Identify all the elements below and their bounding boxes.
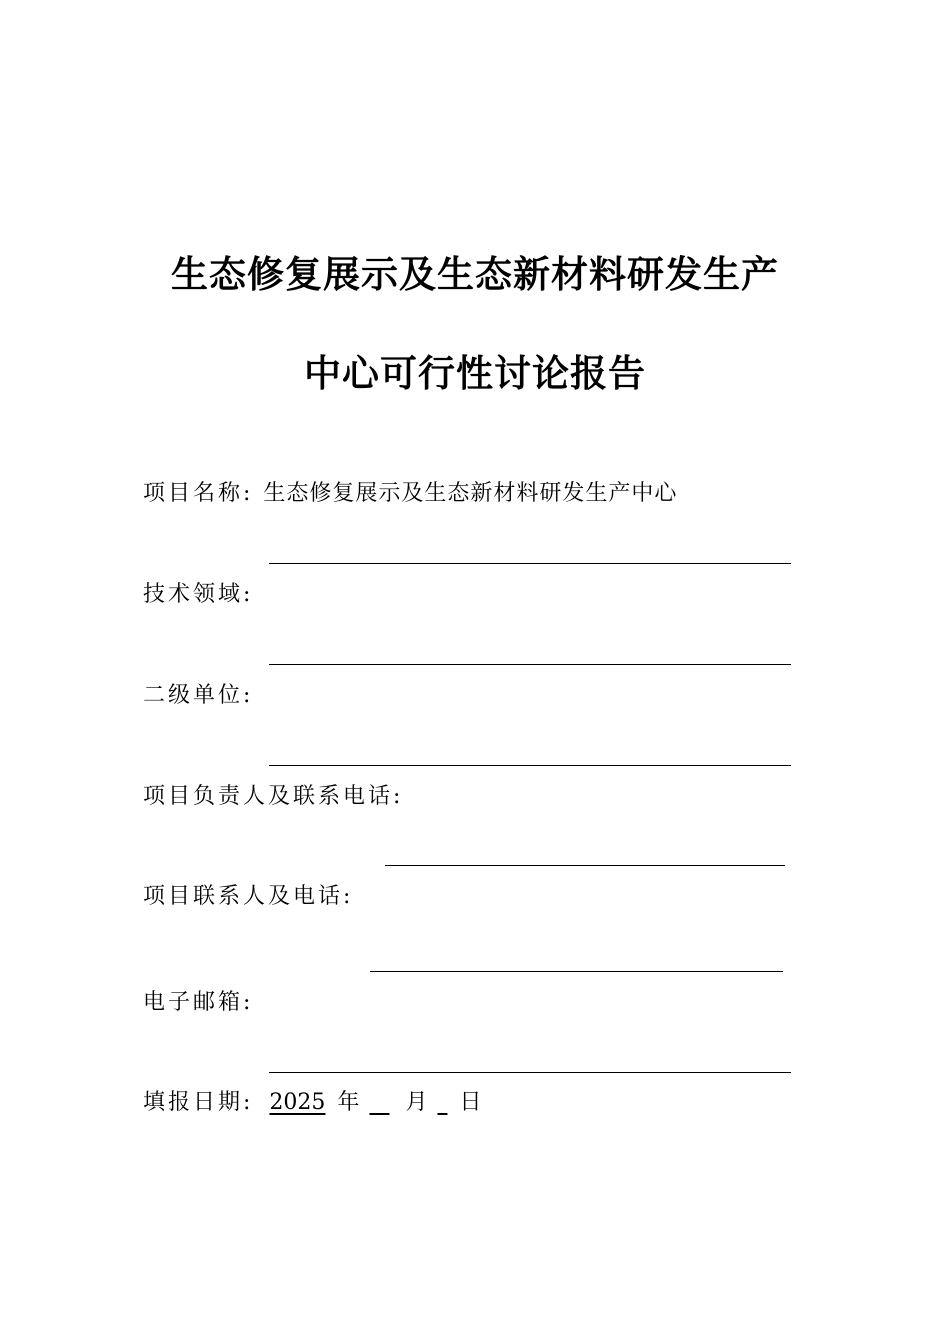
- fill-date-year: 2025: [269, 1090, 326, 1115]
- secondary-unit-underline: [269, 765, 791, 766]
- project-contact-underline: [370, 971, 783, 972]
- project-name-value: 生态修复展示及生态新材料研发生产中心: [263, 481, 678, 506]
- fill-date-year-unit: 年: [337, 1090, 360, 1115]
- email-underline: [269, 1072, 791, 1073]
- report-title-line-2: 中心可行性讨论报告: [304, 352, 646, 395]
- report-title-line-1: 生态修复展示及生态新材料研发生产: [171, 253, 779, 296]
- fill-date-day-unit: 日: [459, 1090, 482, 1115]
- project-name-underline: [269, 563, 791, 564]
- fill-date-label: 填报日期:: [143, 1090, 254, 1115]
- project-name-label: 项目名称:: [143, 481, 254, 506]
- tech-field-underline: [269, 664, 791, 665]
- project-contact-label: 项目联系人及电话:: [143, 884, 354, 909]
- fill-date-month-blank: [369, 1090, 395, 1115]
- secondary-unit-label: 二级单位:: [143, 683, 254, 708]
- project-leader-label: 项目负责人及联系电话:: [143, 784, 404, 809]
- email-label: 电子邮箱:: [143, 990, 254, 1015]
- tech-field-label: 技术领域:: [143, 582, 254, 607]
- fill-date-row: [143, 1085, 481, 1116]
- fill-date-day-blank: [437, 1090, 449, 1115]
- fill-date-month-unit: 月: [405, 1090, 428, 1115]
- project-name-row: [143, 476, 677, 507]
- project-leader-underline: [385, 865, 785, 866]
